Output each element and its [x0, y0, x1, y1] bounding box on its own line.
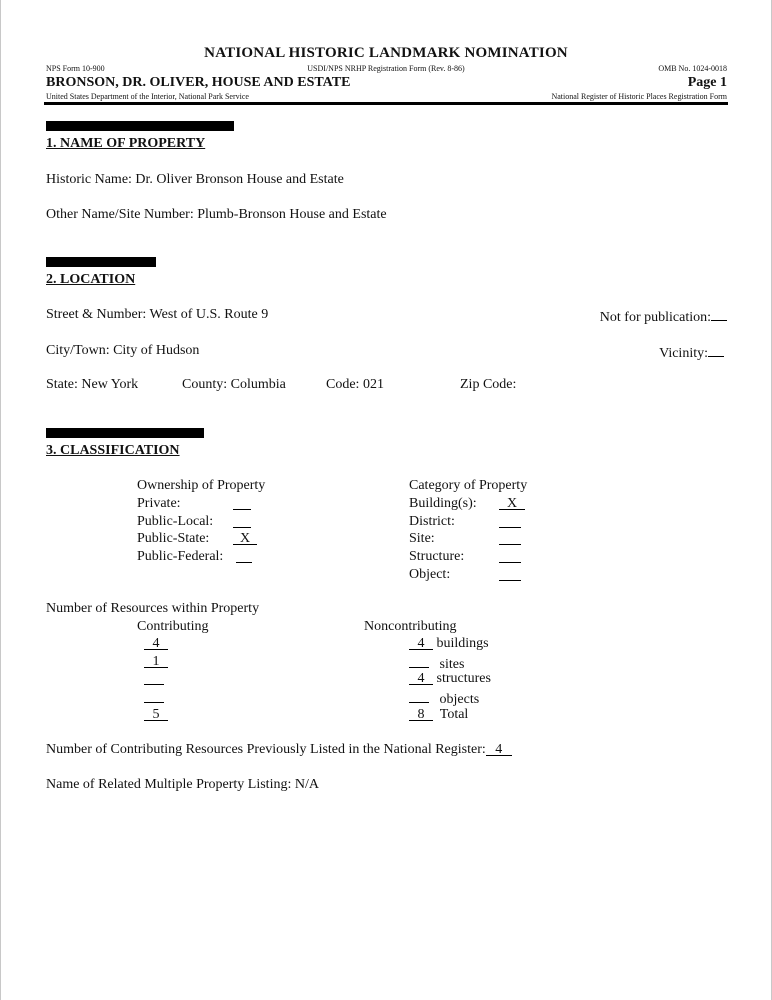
noncontributing-heading: Noncontributing [364, 619, 457, 634]
category-site-mark [499, 531, 521, 550]
page-number: Page 1 [687, 75, 727, 90]
contributing-buildings: 4 [144, 636, 168, 652]
category-object-label: Object: [409, 567, 451, 582]
category-building-label: Building(s): [409, 496, 477, 511]
other-name: Other Name/Site Number: Plumb-Bronson House and Estate [46, 207, 387, 222]
ownership-state-mark: X [233, 531, 257, 547]
vicinity: Vicinity: [659, 343, 724, 362]
category-structure-label: Structure: [409, 549, 465, 564]
related-listing: Name of Related Multiple Property Listing: N/A [46, 777, 319, 792]
section-bar [46, 257, 156, 267]
header-rule [44, 102, 728, 105]
ownership-private-label: Private: [137, 496, 181, 511]
state: State: New York [46, 377, 139, 392]
section-bar [46, 121, 234, 131]
category-district-label: District: [409, 514, 455, 529]
page-edge-left [0, 0, 1, 1000]
street-number: Street & Number: West of U.S. Route 9 [46, 307, 269, 322]
contributing-heading: Contributing [137, 619, 209, 634]
property-title: BRONSON, DR. OLIVER, HOUSE AND ESTATE [46, 75, 351, 90]
section-heading-classification: 3. CLASSIFICATION [46, 443, 180, 458]
noncontributing-objects: objects [409, 689, 479, 708]
noncontributing-buildings: 4 buildings [409, 636, 489, 652]
category-title: Category of Property [409, 478, 528, 493]
category-building-mark: X [499, 496, 525, 512]
ownership-local-label: Public-Local: [137, 514, 214, 529]
section-heading-name: 1. NAME OF PROPERTY [46, 136, 206, 151]
section-heading-location: 2. LOCATION [46, 272, 136, 287]
not-for-publication: Not for publication: [600, 307, 727, 326]
code: Code: 021 [326, 377, 384, 392]
noncontributing-total: 8 Total [409, 707, 468, 723]
zip-code: Zip Code: [460, 377, 517, 392]
section-bar [46, 428, 204, 438]
document-title: NATIONAL HISTORIC LANDMARK NOMINATION [204, 45, 568, 61]
noncontributing-structures: 4 structures [409, 671, 491, 687]
ownership-state-label: Public-State: [137, 531, 210, 546]
county: County: Columbia [182, 377, 286, 392]
previously-listed: Number of Contributing Resources Previously Listed in the National Register: 4 [46, 742, 512, 758]
category-object-mark [499, 567, 521, 586]
register-form-line: National Register of Historic Places Registration Form [551, 92, 727, 101]
department-line: United States Department of the Interior, National Park Service [46, 92, 249, 101]
resources-title: Number of Resources within Property [46, 601, 260, 616]
ownership-private-mark [233, 496, 251, 515]
contributing-sites: 1 [144, 654, 168, 670]
historic-name: Historic Name: Dr. Oliver Bronson House and Estate [46, 172, 344, 187]
ownership-federal-label: Public-Federal: [137, 549, 224, 564]
contributing-structures [144, 671, 164, 690]
category-structure-mark [499, 549, 521, 568]
contributing-objects [144, 689, 164, 708]
form-revision: USDI/NPS NRHP Registration Form (Rev. 8-86) [307, 64, 465, 73]
contributing-total: 5 [144, 707, 168, 723]
noncontributing-sites: sites [409, 654, 464, 673]
form-number: NPS Form 10-900 [46, 64, 105, 73]
city-town: City/Town: City of Hudson [46, 343, 200, 358]
ownership-title: Ownership of Property [137, 478, 266, 493]
category-site-label: Site: [409, 531, 435, 546]
omb-number: OMB No. 1024-0018 [658, 64, 727, 73]
ownership-federal-mark [236, 549, 252, 568]
